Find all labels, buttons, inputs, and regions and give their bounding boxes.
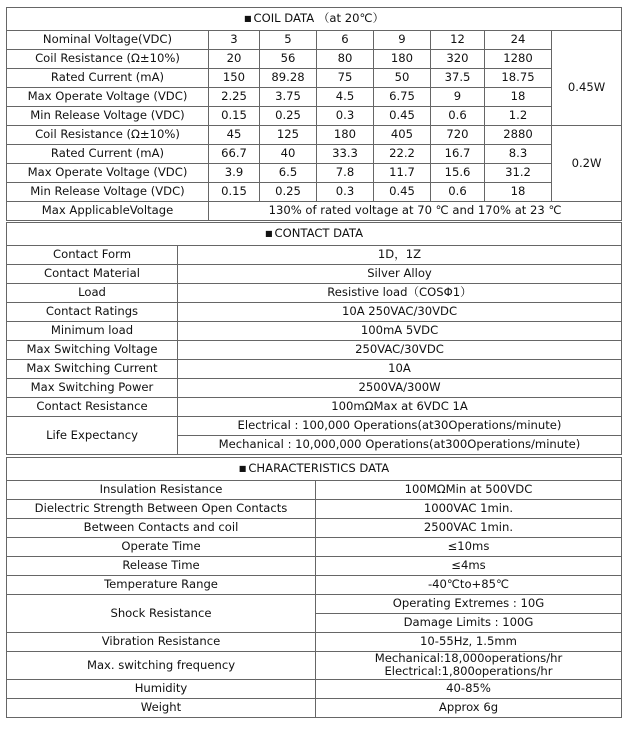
- contact-data-title: CONTACT DATA: [274, 226, 364, 241]
- table-row: [7, 50, 622, 69]
- square-bullet-icon: ■: [264, 229, 273, 239]
- table-row: [7, 698, 622, 717]
- table-row: [7, 633, 622, 652]
- shock-operating-cell: Operating Extremes : 10G: [316, 595, 622, 614]
- table-row: [7, 652, 622, 680]
- shock-resistance-label: Shock Resistance: [7, 595, 316, 633]
- row-label: Dielectric Strength Between Open Contacts: [7, 500, 316, 519]
- value-cell: 80: [317, 50, 374, 69]
- value-cell: ≤10ms: [316, 538, 622, 557]
- value-cell: 2.25: [209, 88, 260, 107]
- table-row: [7, 164, 622, 183]
- value-cell: 10-55Hz, 1.5mm: [316, 633, 622, 652]
- value-cell: 40: [260, 145, 317, 164]
- table-row: [7, 519, 622, 538]
- table-row: [7, 246, 622, 265]
- value-cell: ≤4ms: [316, 557, 622, 576]
- value-cell: 3.75: [260, 88, 317, 107]
- value-cell: 1000VAC 1min.: [316, 500, 622, 519]
- value-cell: 50: [374, 69, 431, 88]
- value-cell: 1280: [485, 50, 552, 69]
- row-label: Min Release Voltage (VDC): [7, 183, 209, 202]
- row-label: Contact Form: [7, 246, 178, 265]
- value-cell: 75: [317, 69, 374, 88]
- frequency-electrical-text: Electrical:1,800operations/hr: [384, 664, 553, 679]
- value-cell: 3.9: [209, 164, 260, 183]
- nominal-voltage-label: Nominal Voltage(VDC): [7, 31, 209, 50]
- row-label: Weight: [7, 698, 316, 717]
- value-cell: 130% of rated voltage at 70 ℃ and 170% at 23 ℃: [209, 202, 622, 221]
- value-cell: 100mA 5VDC: [178, 322, 622, 341]
- value-cell: 720: [431, 126, 485, 145]
- row-label: Vibration Resistance: [7, 633, 316, 652]
- value-cell: 9: [431, 88, 485, 107]
- row-label: Contact Material: [7, 265, 178, 284]
- frequency-mechanical-text: Mechanical:18,000operations/hr: [374, 651, 563, 665]
- value-cell: 0.25: [260, 107, 317, 126]
- value-cell: 16.7: [431, 145, 485, 164]
- voltage-cell: 3: [209, 31, 260, 50]
- value-cell: 66.7: [209, 145, 260, 164]
- table-row: [7, 69, 622, 88]
- row-label: Max Switching Current: [7, 360, 178, 379]
- value-cell: 2500VA/300W: [178, 379, 622, 398]
- row-label: Load: [7, 284, 178, 303]
- characteristics-data-table: [6, 457, 622, 718]
- value-cell: 31.2: [485, 164, 552, 183]
- value-cell: Resistive load（COSΦ1）: [178, 284, 622, 303]
- value-cell: 11.7: [374, 164, 431, 183]
- table-row: [7, 202, 622, 221]
- row-label: Coil Resistance (Ω±10%): [7, 126, 209, 145]
- switching-frequency-label: Max. switching frequency: [7, 652, 316, 680]
- value-cell: 0.6: [431, 107, 485, 126]
- life-mechanical-cell: Mechanical : 10,000,000 Operations(at300Operations/minute): [178, 436, 622, 455]
- value-cell: 0.45: [374, 183, 431, 202]
- row-label: Rated Current (mA): [7, 69, 209, 88]
- table-row: [7, 679, 622, 698]
- value-cell: 0.3: [317, 107, 374, 126]
- table-row: [7, 481, 622, 500]
- voltage-cell: 24: [485, 31, 552, 50]
- life-expectancy-label: Life Expectancy: [7, 417, 178, 455]
- square-bullet-icon: ■: [238, 464, 247, 474]
- row-label: Between Contacts and coil: [7, 519, 316, 538]
- table-row: [7, 379, 622, 398]
- value-cell: 22.2: [374, 145, 431, 164]
- table-row: [7, 500, 622, 519]
- value-cell: 6.75: [374, 88, 431, 107]
- value-cell: 0.15: [209, 107, 260, 126]
- row-label: Max Operate Voltage (VDC): [7, 88, 209, 107]
- table-row: [7, 107, 622, 126]
- row-label: Coil Resistance (Ω±10%): [7, 50, 209, 69]
- value-cell: 8.3: [485, 145, 552, 164]
- row-label: Operate Time: [7, 538, 316, 557]
- row-label: Max Switching Voltage: [7, 341, 178, 360]
- voltage-cell: 12: [431, 31, 485, 50]
- row-label: Rated Current (mA): [7, 145, 209, 164]
- blank-cell: [552, 31, 622, 50]
- value-cell: 405: [374, 126, 431, 145]
- value-cell: 56: [260, 50, 317, 69]
- value-cell: 180: [374, 50, 431, 69]
- value-cell: 1D，1Z: [178, 246, 622, 265]
- table-row: [7, 595, 622, 614]
- value-cell: 20: [209, 50, 260, 69]
- power-cell: 0.2W: [552, 126, 622, 202]
- table-row: [7, 88, 622, 107]
- value-cell: 180: [317, 126, 374, 145]
- row-label: Contact Ratings: [7, 303, 178, 322]
- value-cell: 18.75: [485, 69, 552, 88]
- coil-data-table: [6, 7, 622, 221]
- table-row: [7, 126, 622, 145]
- row-label: Insulation Resistance: [7, 481, 316, 500]
- table-row: [7, 145, 622, 164]
- power-cell: 0.45W: [552, 50, 622, 126]
- voltage-cell: 6: [317, 31, 374, 50]
- row-label: Minimum load: [7, 322, 178, 341]
- value-cell: 2880: [485, 126, 552, 145]
- value-cell: 0.6: [431, 183, 485, 202]
- row-label: Max Switching Power: [7, 379, 178, 398]
- table-row: [7, 183, 622, 202]
- square-bullet-icon: ■: [243, 14, 252, 24]
- contact-data-header: [7, 223, 622, 246]
- table-row: [7, 360, 622, 379]
- value-cell: 320: [431, 50, 485, 69]
- value-cell: 0.3: [317, 183, 374, 202]
- value-cell: 10A 250VAC/30VDC: [178, 303, 622, 322]
- value-cell: 150: [209, 69, 260, 88]
- contact-data-table: [6, 222, 622, 455]
- value-cell: 250VAC/30VDC: [178, 341, 622, 360]
- row-label: Release Time: [7, 557, 316, 576]
- value-cell: Approx 6g: [316, 698, 622, 717]
- value-cell: 0.15: [209, 183, 260, 202]
- value-cell: 37.5: [431, 69, 485, 88]
- value-cell: 2500VAC 1min.: [316, 519, 622, 538]
- life-electrical-cell: Electrical : 100,000 Operations(at30Operations/minute): [178, 417, 622, 436]
- row-label: Min Release Voltage (VDC): [7, 107, 209, 126]
- voltage-cell: 5: [260, 31, 317, 50]
- switching-frequency-cell: [316, 652, 622, 680]
- coil-data-header: [7, 8, 622, 31]
- value-cell: 125: [260, 126, 317, 145]
- table-row: [7, 265, 622, 284]
- value-cell: 40-85%: [316, 679, 622, 698]
- row-label: Max Operate Voltage (VDC): [7, 164, 209, 183]
- value-cell: 33.3: [317, 145, 374, 164]
- value-cell: Silver Alloy: [178, 265, 622, 284]
- shock-damage-cell: Damage Limits : 100G: [316, 614, 622, 633]
- row-label: Max ApplicableVoltage: [7, 202, 209, 221]
- coil-data-title: COIL DATA （at 20℃）: [253, 11, 385, 26]
- value-cell: 1.2: [485, 107, 552, 126]
- value-cell: 45: [209, 126, 260, 145]
- value-cell: 89.28: [260, 69, 317, 88]
- voltage-cell: 9: [374, 31, 431, 50]
- value-cell: 18: [485, 183, 552, 202]
- table-row: [7, 322, 622, 341]
- table-row: [7, 341, 622, 360]
- value-cell: 7.8: [317, 164, 374, 183]
- value-cell: 6.5: [260, 164, 317, 183]
- row-label: Humidity: [7, 679, 316, 698]
- table-row: [7, 538, 622, 557]
- value-cell: 15.6: [431, 164, 485, 183]
- row-label: Temperature Range: [7, 576, 316, 595]
- table-row: [7, 557, 622, 576]
- characteristics-data-header: [7, 458, 622, 481]
- value-cell: -40℃to+85℃: [316, 576, 622, 595]
- table-row: [7, 398, 622, 417]
- table-row: [7, 576, 622, 595]
- table-row: [7, 303, 622, 322]
- row-label: Contact Resistance: [7, 398, 178, 417]
- table-row: [7, 284, 622, 303]
- value-cell: 100MΩMin at 500VDC: [316, 481, 622, 500]
- value-cell: 0.45: [374, 107, 431, 126]
- value-cell: 18: [485, 88, 552, 107]
- table-row: [7, 417, 622, 436]
- value-cell: 100mΩMax at 6VDC 1A: [178, 398, 622, 417]
- characteristics-data-title: CHARACTERISTICS DATA: [248, 461, 390, 476]
- value-cell: 4.5: [317, 88, 374, 107]
- value-cell: 0.25: [260, 183, 317, 202]
- value-cell: 10A: [178, 360, 622, 379]
